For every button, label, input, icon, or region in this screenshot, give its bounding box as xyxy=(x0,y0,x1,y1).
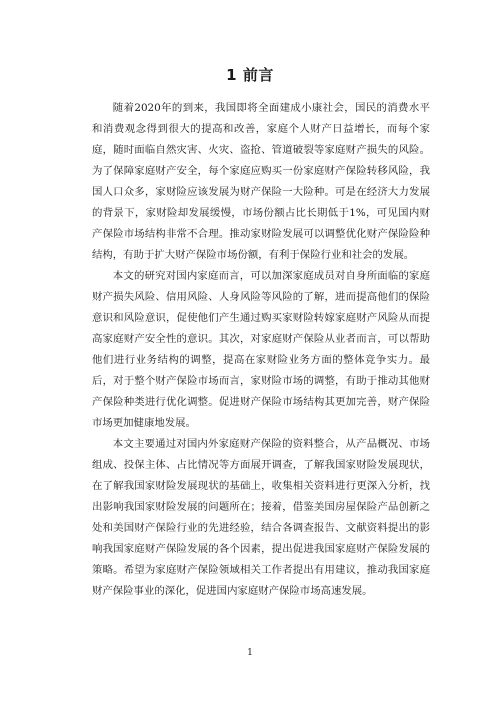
paragraph-3: 本文主要通过对国内外家庭财产保险的资料整合，从产品概况、市场组成、投保主体、占比情况等方面展开调查，了解我国家财险发展现状，在了解我国家财险发展现状的基础上，收集相关资料进行更深入分析，找出影响我国家财险发展的问题所在；接着，借鉴美国房屋保险产品创新之处和美国财产保险行业的先进经验，结合各调查报告、文献资料提出的影响我国家庭财产保险发展的各个因素，提出促进我国家庭财产保险发展的策略。希望为家庭财产保险领域相关工作者提出有用建议，推动我国家庭财产保险事业的深化，促进国内家庭财产保险市场高速发展。 xyxy=(92,438,430,597)
paragraph-2: 本文的研究对国内家庭而言，可以加深家庭成员对自身所面临的家庭财产损失风险、信用风险、人身风险等风险的了解，进而提高他们的保险意识和风险意识，促使他们产生通过购买家财险转嫁家庭财产风险从而提高家庭财产安全性的意识。其次，对家庭财产保险从业者而言，可以帮助他们进行业务结构的调整，提高在家财险业务方面的整体竞争实力。最后，对于整个财产保险市场而言，家财险市场的调整，有助于推动其他财产保险种类进行优化调整。促进财产保险市场结构其更加完善，财产保险市场更加健康地发展。 xyxy=(92,270,430,429)
paragraph-1: 随着2020年的到来，我国即将全面建成小康社会，国民的消费水平和消费观念得到很大的提高和改善，家庭个人财产日益增长，而每个家庭，随时面临自然灾害、火灾、盗抢、管道破裂等家庭财产损失的风险。为了保障家庭财产安全，每个家庭应购买一份家庭财产保险转移风险，我国人口众多，家财险应该发展为财产保险一大险种。可是在经济大力发展的背景下，家财险却发展缓慢，市场份额占比长期低于1%，可见国内财产保险市场结构非常不合理。推动家财险发展可以调整优化财产保险险种结构，有助于扩大财产保险市场份额，有利于保险行业和社会的发展。 xyxy=(92,102,430,261)
body-text xyxy=(92,98,430,602)
section-heading: 1 前言 xyxy=(226,66,274,84)
page-number: 1 xyxy=(247,648,253,658)
